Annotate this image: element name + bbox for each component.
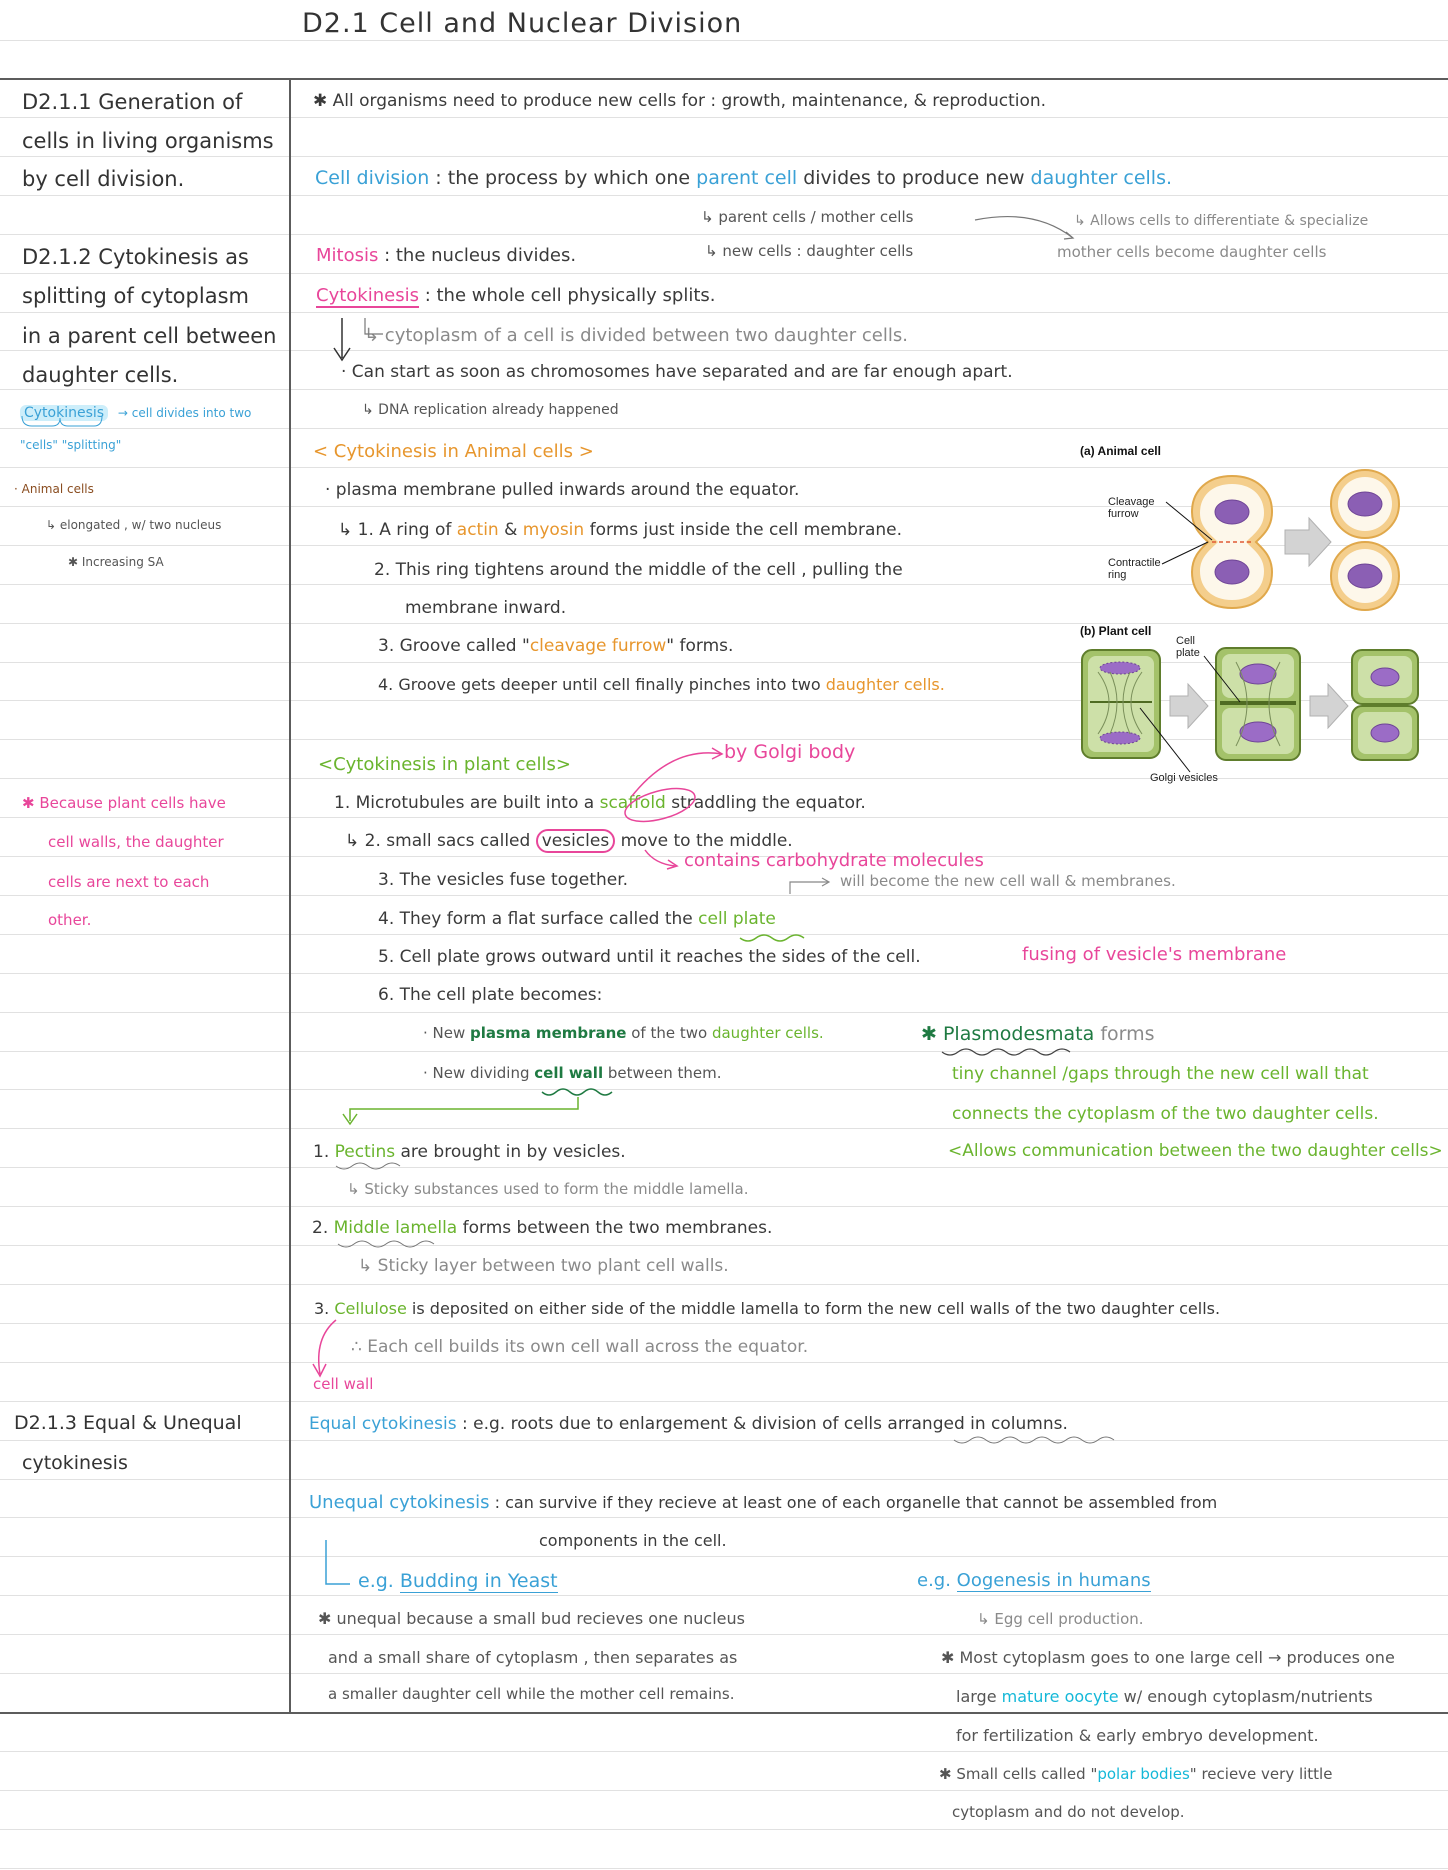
middle-num: 2. [312,1218,334,1238]
section-d2-1-1-line-2: cells in living organisms [22,129,274,153]
animal-cell-title: (a) Animal cell [1080,444,1161,458]
sticky-substances-note: ↳ Sticky substances used to form the middle lamella. [347,1180,749,1198]
cell-plate-label: Cell plate [1176,635,1200,659]
pectins-b: are brought in by vesicles. [395,1142,626,1162]
ruled-line [0,1128,1448,1129]
cytokinesis-definition [316,287,716,305]
unequal-cytokinesis-def: : can survive if they recieve at least one of each organelle that cannot be assembled from [489,1493,1218,1512]
mitosis-def: : the nucleus divides. [378,245,577,266]
section-d2-1-1-line-1: D2.1.1 Generation of [22,90,243,114]
forms-word: forms [1094,1023,1155,1045]
animal-cells-note: · Animal cells [14,482,94,496]
mitosis-definition [316,247,576,265]
ruled-line [0,40,1448,41]
ruled-line [0,117,1448,118]
new-cell-wall [423,1066,722,1081]
cell-plate-wavy [740,935,804,941]
cytokinesis-figure [1080,440,1420,795]
middle-b: forms between the two membranes. [457,1218,773,1238]
ruled-line [0,1051,1448,1052]
plant-stage-arrow-2 [1310,684,1348,728]
actin-term: actin [456,520,499,540]
cellulose-num: 3. [314,1299,335,1318]
middle-lamella-term: Middle lamella [333,1218,458,1238]
unequal-cytokinesis-line [309,1494,1217,1512]
ruled-line [0,895,1448,896]
ruled-line [0,428,1448,429]
section-d2-1-3-line-2: cytokinesis [22,1452,128,1474]
plant-cell-stage-2 [1216,648,1300,760]
ruled-line [0,1829,1448,1830]
plant-daughter-cells [1352,650,1418,760]
page-title: D2.1 Cell and Nuclear Division [302,8,743,39]
new-plasma-membrane [423,1026,824,1041]
ruled-line [0,1440,1448,1441]
pectins-hook [336,1163,400,1169]
daughter-cells-orange: daughter cells. [825,675,945,694]
ruled-line [0,1595,1448,1596]
each-cell-note: ∴ Each cell builds its own cell wall across the equator. [351,1337,809,1357]
section-d2-1-3-line-1: D2.1.3 Equal & Unequal [14,1412,242,1434]
cellulose-b: is deposited on either side of the middle lamella to form the new cell walls of the two daughter cells. [406,1299,1221,1318]
section-d2-1-2-line-2: splitting of cytoplasm [22,284,249,308]
equal-cytokinesis-def: : e.g. roots due to enlargement & division of cells arranged in columns. [456,1414,1068,1434]
ruled-line [0,1517,1448,1518]
ruled-line [0,1401,1448,1402]
oogenesis-heading [917,1572,1151,1590]
animal-stage-arrow [1285,518,1331,566]
ruled-line [0,1362,1448,1363]
plasmodesmata-star: ✱ [921,1023,943,1045]
large-a: large [956,1687,1002,1706]
cellulose-arrow [319,1320,336,1374]
cell-wall-pink: cell wall [313,1375,374,1393]
plant-step-1-b: straddling the equator. [665,793,866,813]
arrowhead [667,860,677,869]
mitosis-term: Mitosis [316,245,379,266]
section-d2-1-2-line-3: in a parent cell between [22,324,277,348]
amp: & [498,520,523,540]
eg-label-2: e.g. [917,1570,957,1591]
because-note-line-2: cell walls, the daughter [48,833,224,851]
cytokinesis-term: Cytokinesis [316,285,419,306]
section-d2-1-2-line-1: D2.1.2 Cytokinesis as [22,245,249,269]
plasmodesmata-line [921,1025,1155,1044]
plant-cell-title: (b) Plant cell [1080,624,1152,638]
ruled-line [0,312,1448,313]
animal-dividing-cell [1192,476,1272,608]
unequal-def-2: components in the cell. [539,1531,727,1550]
pectins-num: 1. [313,1142,335,1162]
plant-step-2 [345,833,793,850]
unequal-cytokinesis-term: Unequal cytokinesis [309,1492,490,1513]
small-cells-a: ✱ Small cells called " [939,1765,1098,1783]
allows-specialize-note: ↳ Allows cells to differentiate & specialize [1074,213,1369,229]
contractile-ring-label: Contractile ring [1108,557,1161,581]
unequal-because-1: ✱ unequal because a small bud recieves one nucleus [318,1609,745,1628]
ruled-line [0,1167,1448,1168]
cell-plate-term: cell plate [698,909,776,929]
elongated-note: ↳ elongated , w/ two nucleus [46,518,222,532]
unequal-because-2: and a small share of cytoplasm , then separates as [328,1648,738,1667]
dna-replication-note: ↳ DNA replication already happened [362,402,619,418]
plant-step-3: 3. The vesicles fuse together. [378,870,629,890]
ruled-line [0,973,1448,974]
middle-lamella-hook [338,1241,434,1247]
plasmodesmata-term: Plasmodesmata [942,1023,1095,1045]
cell-division-definition [315,169,1172,188]
ruled-line [0,195,1448,196]
margin-line [289,79,291,1713]
ruled-line [0,1012,1448,1013]
ruled-line [0,1868,1448,1869]
ruled-line [0,1634,1448,1635]
cell-division-def-2: divides to produce new [797,167,1031,189]
daughter-cells-green: daughter cells. [711,1024,824,1042]
golgi-arrow [632,753,722,796]
new-plasma-a: · New [423,1024,471,1042]
green-bracket-arrow [350,1097,578,1121]
budding-heading [358,1572,558,1591]
will-become-note: will become the new cell wall & membranes. [840,872,1176,890]
animal-step-4-a: 4. Groove gets deeper until cell finally pinches into two [378,675,826,694]
mature-oocyte-term: mature oocyte [1001,1687,1119,1706]
pectins-line [313,1144,626,1161]
plant-step-4 [378,911,776,928]
ruled-line [0,1089,1448,1090]
plant-step-1 [334,795,866,812]
plant-step-1-a: 1. Microtubules are built into a [334,793,600,813]
because-note-line-3: cells are next to each [48,873,210,891]
because-note-line-1: ✱ Because plant cells have [22,794,226,812]
pectins-term: Pectins [334,1142,396,1162]
contains-carb-note: contains carbohydrate molecules [684,850,984,871]
equal-cytokinesis-term: Equal cytokinesis [309,1414,457,1434]
plant-stage-arrow-1 [1170,684,1208,728]
cell-wall-term: cell wall [534,1064,604,1082]
small-cells-b: " recieve very little [1189,1765,1333,1783]
unequal-arrow [326,1540,350,1584]
polar-bodies-term: polar bodies [1097,1765,1190,1783]
ruled-line [0,817,1448,818]
figure-drawing [1080,440,1420,795]
cellulose-line [314,1301,1220,1317]
ruled-line [0,934,1448,935]
ruled-line [0,1206,1448,1207]
budding-term: Budding in Yeast [399,1570,558,1592]
animal-step-3 [378,638,733,655]
ruled-line [0,389,1448,390]
animal-step-1 [338,522,902,539]
section-d2-1-1-line-3: by cell division. [22,167,185,191]
large-b: w/ enough cytoplasm/nutrients [1118,1687,1373,1706]
ruled-line [0,1751,1448,1752]
intro-line: ✱ All organisms need to produce new cells for : growth, maintenance, & reproduction. [313,91,1047,111]
ruled-line [0,1323,1448,1324]
golgi-vesicles-label: Golgi vesicles [1150,772,1218,784]
can-start-note: · Can start as soon as chromosomes have separated and are far enough apart. [341,362,1013,382]
ruled-line [0,1556,1448,1557]
animal-step-1-a: ↳ 1. A ring of [338,520,457,540]
ruled-line [0,1245,1448,1246]
plant-heading: <Cytokinesis in plant cells> [318,754,571,775]
plant-step-6: 6. The cell plate becomes: [378,985,603,1005]
arrowhead [343,1114,357,1124]
by-golgi-note: by Golgi body [724,741,856,763]
cell-division-term: Cell division [315,167,430,189]
scaffold-term: scaffold [599,793,666,813]
plant-step-2-a: ↳ 2. small sacs called [345,831,536,851]
parent-cell-term: parent cell [696,167,798,189]
fusing-note: fusing of vesicle's membrane [1022,944,1287,965]
animal-step-3-a: 3. Groove called " [378,636,530,656]
sticky-layer-note: ↳ Sticky layer between two plant cell walls. [358,1256,729,1276]
cytokinesis-tag-text: Cytokinesis [20,405,108,421]
plasma-pulled: · plasma membrane pulled inwards around the equator. [325,480,800,500]
vesicles-term: vesicles [536,829,616,853]
ruled-line [0,1479,1448,1480]
allows-communication-note: <Allows communication between the two daughter cells> [948,1141,1443,1161]
cell-division-def-1: : the process by which one [429,167,697,189]
ruled-line [0,1790,1448,1791]
fuse-arrow [790,882,828,894]
bottom-divider [0,1712,1448,1714]
arrowhead [712,748,722,759]
plasmodesmata-wavy [942,1049,1070,1055]
header-divider [0,78,1448,80]
ruled-line [0,350,1448,351]
cleavage-furrow-label: Cleavage furrow [1108,496,1155,520]
cytoplasm-divided-note: ↳ cytoplasm of a cell is divided between two daughter cells. [364,325,908,346]
egg-cell-note: ↳ Egg cell production. [977,1610,1144,1628]
ruled-line [0,1284,1448,1285]
unequal-because-3: a smaller daughter cell while the mother cell remains. [328,1685,735,1703]
cells-splitting-note: "cells" "splitting" [20,438,122,452]
plant-step-4-a: 4. They form a flat surface called the [378,909,699,929]
section-d2-1-2-line-4: daughter cells. [22,363,179,387]
cytokinesis-def: : the whole cell physically splits. [418,285,716,306]
arrowhead [822,878,829,886]
cytoplasm-not-develop: cytoplasm and do not develop. [952,1803,1185,1821]
animal-step-1-b: forms just inside the cell membrane. [584,520,903,540]
animal-step-2: 2. This ring tightens around the middle of the cell , pulling the [374,560,903,580]
plant-step-5: 5. Cell plate grows outward until it reaches the sides of the cell. [378,947,921,967]
eg-label-1: e.g. [358,1570,400,1592]
because-note-line-4: other. [48,911,92,929]
animal-step-4 [378,677,945,693]
increasing-sa-note: ✱ Increasing SA [68,555,164,569]
connects-note: connects the cytoplasm of the two daughter cells. [952,1104,1379,1124]
plant-step-2-b: move to the middle. [615,831,793,851]
ruled-line [0,1673,1448,1674]
tiny-channel-note: tiny channel /gaps through the new cell wall that [952,1064,1369,1084]
cleavage-furrow-term: cleavage furrow [529,636,667,656]
new-plasma-b: of the two [626,1024,712,1042]
animal-daughter-cells [1331,470,1399,610]
ruled-line [0,156,1448,157]
ruled-line [0,273,1448,274]
mother-become-note: mother cells become daughter cells [1057,243,1327,261]
cellulose-term: Cellulose [334,1299,407,1318]
most-cytoplasm-note: ✱ Most cytoplasm goes to one large cell → produces one [941,1648,1395,1667]
plasma-membrane-term: plasma membrane [470,1024,627,1042]
large-oocyte-note [956,1689,1373,1705]
daughter-cells-term: daughter cells. [1030,167,1173,189]
parent-mother-note: ↳ parent cells / mother cells [701,208,914,226]
oogenesis-term: Oogenesis in humans [956,1570,1151,1591]
new-daughter-note: ↳ new cells : daughter cells [705,242,914,260]
small-cells-note [939,1767,1332,1782]
new-wall-b: between them. [603,1064,722,1082]
animal-step-2b: membrane inward. [405,598,567,618]
new-wall-a: · New dividing [423,1064,535,1082]
animal-step-3-b: " forms. [666,636,734,656]
vesicles-arrow [645,850,675,866]
cytokinesis-tag [20,406,251,420]
middle-lamella-line [312,1220,772,1237]
ruled-line [0,234,1448,235]
plant-cell-stage-1 [1082,650,1160,758]
fertilization-note: for fertilization & early embryo development. [956,1726,1319,1745]
equal-cytokinesis-line [309,1416,1068,1433]
animal-heading: < Cytokinesis in Animal cells > [313,441,594,462]
myosin-term: myosin [522,520,585,540]
cytokinesis-down-arrow [334,318,350,360]
cytokinesis-note: → cell divides into two [117,406,252,420]
